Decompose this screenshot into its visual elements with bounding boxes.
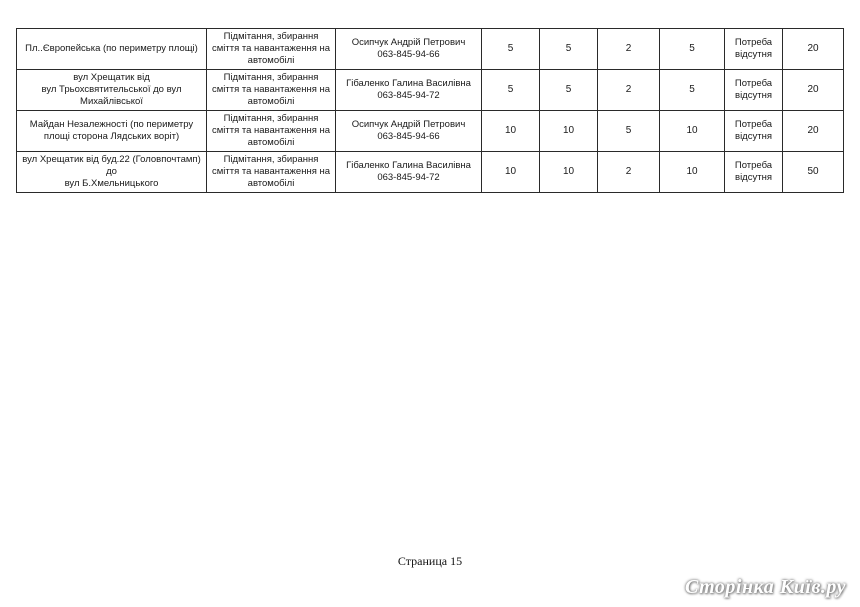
need-status-cell: [725, 111, 783, 152]
location-cell: [17, 70, 207, 111]
responsible-person-cell-line: 063-845-94-66: [377, 131, 440, 142]
value-cell-2: 5: [540, 70, 598, 111]
value-cell-5: 50: [783, 152, 844, 193]
location-cell-line: Пл..Європейська (по периметру площі): [25, 43, 198, 54]
need-status-cell-line: Потреба: [734, 119, 773, 130]
work-type-cell-line: сміття та навантаження на: [211, 125, 331, 136]
work-type-cell-line: автомобілі: [247, 96, 295, 107]
location-cell-line: вул Трьохсвятительської до вул: [41, 84, 182, 95]
value-cell-1: 10: [482, 111, 540, 152]
table-row: [17, 29, 844, 70]
work-type-cell-line: Підмітання, збирання: [223, 31, 319, 42]
responsible-person-cell: [336, 111, 482, 152]
responsible-person-cell-line: Гібаленко Галина Василівна: [346, 78, 471, 89]
value-cell-1: 5: [482, 29, 540, 70]
location-cell-line: Майдан Незалежності (по периметру: [29, 119, 194, 130]
work-type-cell-line: сміття та навантаження на: [211, 84, 331, 95]
responsible-person-cell-line: 063-845-94-72: [377, 90, 440, 101]
need-status-cell-line: Потреба: [734, 78, 773, 89]
need-status-cell-line: Потреба: [734, 37, 773, 48]
value-cell-3: 2: [598, 70, 660, 111]
location-cell: [17, 111, 207, 152]
value-cell-3: 2: [598, 29, 660, 70]
location-cell-line: Михайлівської: [80, 96, 143, 107]
work-type-cell-line: сміття та навантаження на: [211, 43, 331, 54]
work-type-cell-line: автомобілі: [247, 55, 295, 66]
watermark-logo: Сторінка Київ.ру: [684, 576, 846, 598]
need-status-cell: [725, 29, 783, 70]
value-cell-2: 5: [540, 29, 598, 70]
need-status-cell: [725, 152, 783, 193]
value-cell-2: 10: [540, 152, 598, 193]
responsible-person-cell: [336, 152, 482, 193]
responsible-person-cell-line: 063-845-94-72: [377, 172, 440, 183]
responsible-person-cell: [336, 29, 482, 70]
location-cell-line: вул Б.Хмельницького: [64, 178, 159, 189]
responsible-person-cell-line: 063-845-94-66: [377, 49, 440, 60]
work-type-cell-line: автомобілі: [247, 178, 295, 189]
work-type-cell-line: сміття та навантаження на: [211, 166, 331, 177]
value-cell-3: 5: [598, 111, 660, 152]
table-body: [17, 29, 844, 193]
location-cell: [17, 29, 207, 70]
value-cell-4: 5: [660, 29, 725, 70]
work-type-cell-line: Підмітання, збирання: [223, 113, 319, 124]
location-cell-line: до: [106, 166, 117, 177]
value-cell-2: 10: [540, 111, 598, 152]
location-cell-line: площі сторона Лядських воріт): [43, 131, 180, 142]
page-number-footer: Страница 15: [397, 554, 463, 568]
need-status-cell-line: відсутня: [735, 90, 772, 101]
work-type-cell: [207, 152, 336, 193]
need-status-cell-line: відсутня: [735, 172, 772, 183]
work-type-cell-line: Підмітання, збирання: [223, 154, 319, 165]
work-type-cell: [207, 29, 336, 70]
need-status-cell-line: відсутня: [735, 49, 772, 60]
location-cell-line: вул Хрещатик від буд.22 (Головпочтамп): [22, 154, 201, 165]
work-type-cell: [207, 111, 336, 152]
need-status-cell-line: Потреба: [734, 160, 773, 171]
responsible-person-cell-line: Осипчук Андрій Петрович: [351, 37, 466, 48]
value-cell-4: 10: [660, 152, 725, 193]
work-type-cell-line: Підмітання, збирання: [223, 72, 319, 83]
value-cell-3: 2: [598, 152, 660, 193]
table-row: [17, 111, 844, 152]
value-cell-4: 5: [660, 70, 725, 111]
location-cell: [17, 152, 207, 193]
location-cell-line: вул Хрещатик від: [73, 72, 150, 83]
table-row: [17, 152, 844, 193]
need-status-cell: [725, 70, 783, 111]
value-cell-1: 10: [482, 152, 540, 193]
responsible-person-cell-line: Гібаленко Галина Василівна: [346, 160, 471, 171]
work-type-cell: [207, 70, 336, 111]
value-cell-5: 20: [783, 29, 844, 70]
work-type-cell-line: автомобілі: [247, 137, 295, 148]
value-cell-5: 20: [783, 111, 844, 152]
value-cell-1: 5: [482, 70, 540, 111]
value-cell-4: 10: [660, 111, 725, 152]
cleaning-schedule-table: [16, 28, 844, 193]
responsible-person-cell: [336, 70, 482, 111]
value-cell-5: 20: [783, 70, 844, 111]
need-status-cell-line: відсутня: [735, 131, 772, 142]
responsible-person-cell-line: Осипчук Андрій Петрович: [351, 119, 466, 130]
table-row: [17, 70, 844, 111]
